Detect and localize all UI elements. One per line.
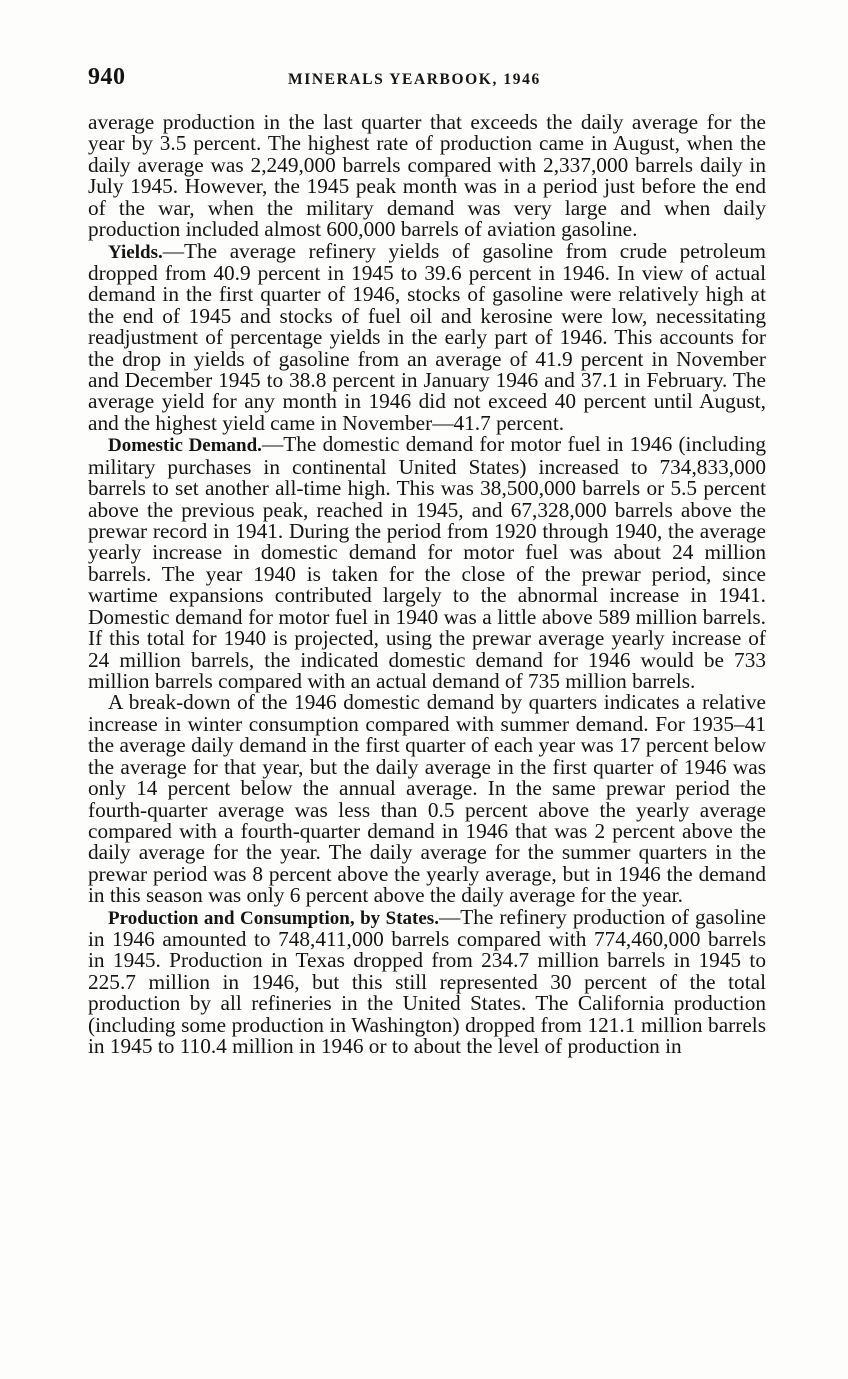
section-heading-yields: Yields. (108, 241, 163, 263)
paragraph-text: —The domestic demand for motor fuel in 1946 (including military purchases in continental United States) increased to 734,833,000 barrels to set another all-time high. This was 38,500,000 barrels or 5.5 percent above the previous peak, reached in 1945, and 67,328,000 barrels above the prewar record in 1941. During the period from 1920 through 1940, the average yearly increase in domestic demand for motor fuel was about 24 million barrels. The year 1940 is taken for the close of the prewar period, since wartime expansions contributed largely to the abnormal increase in 1941. Domestic demand for motor fuel in 1940 was a little above 589 million barrels. If this total for 1940 is projected, using the prewar average yearly increase of 24 million barrels, the indicated domestic demand for 1946 would be 733 million barrels compared with an actual demand of 735 million barrels. (88, 432, 766, 693)
paragraph-continuation (88, 112, 766, 241)
section-heading-domestic-demand: Domestic Demand. (108, 435, 262, 457)
paragraph-production-by-states (88, 904, 766, 1059)
running-title: MINERALS YEARBOOK, 1946 (288, 71, 541, 88)
paragraph-text: —The refinery production of gasoline in 1946 amounted to 748,411,000 barrels compared with 774,460,000 barrels in 1945. Production in Texas dropped from 234.7 million barrels in 1945 to 225.7 million in 1946, but this still represented 30 percent of the total production by all refineries in the United States. The California production (including some production in Washington) dropped from 121.1 million barrels in 1945 to 110.4 million in 1946 or to about the level of production in (88, 904, 766, 1059)
page-number: 940 (88, 64, 126, 90)
paragraph-yields (88, 238, 766, 435)
paragraph-domestic-demand (88, 434, 766, 692)
paragraph-quarterly-breakdown (88, 692, 766, 906)
paragraph-text: A break-down of the 1946 domestic demand by quarters indicates a relative increase in winter consumption compared with summer demand. For 1935–41 the average daily demand in the first quarter of each year was 17 percent below the average for that year, but the daily average in the first quarter of 1946 was only 14 percent below the annual average. In the same prewar period the fourth-quarter average was less than 0.5 percent above the yearly average compared with a fourth-quarter demand in 1946 that was 2 percent above the daily average for the year. The daily average for the summer quarters in the prewar period was 8 percent above the yearly average, but in 1946 the demand in this season was only 6 percent above the daily average for the year. (88, 690, 766, 908)
body-text (88, 112, 766, 1058)
paragraph-text: —The average refinery yields of gasoline from crude petroleum dropped from 40.9 percent in 1945 to 39.6 percent in 1946. In view of actual demand in the first quarter of 1946, stocks of gasoline were relatively high at the end of 1945 and stocks of fuel oil and kerosine were low, necessitating readjustment of percentage yields in the early part of 1946. This accounts for the drop in yields of gasoline from an average of 41.9 percent in November and December 1945 to 38.8 percent in January 1946 and 37.1 in February. The average yield for any month in 1946 did not exceed 40 percent until August, and the highest yield came in November—41.7 percent. (88, 238, 766, 435)
section-heading-production-by-states: Production and Consumption, by States. (108, 907, 439, 929)
running-head (88, 64, 768, 94)
paragraph-text: average production in the last quarter that exceeds the daily average for the year by 3.5 percent. The highest rate of production came in August, when the daily average was 2,249,000 barrels compared with 2,337,000 barrels daily in July 1945. However, the 1945 peak month was in a period just before the end of the war, when the military demand was very large and when daily production included almost 600,000 barrels of aviation gasoline. (88, 110, 766, 242)
